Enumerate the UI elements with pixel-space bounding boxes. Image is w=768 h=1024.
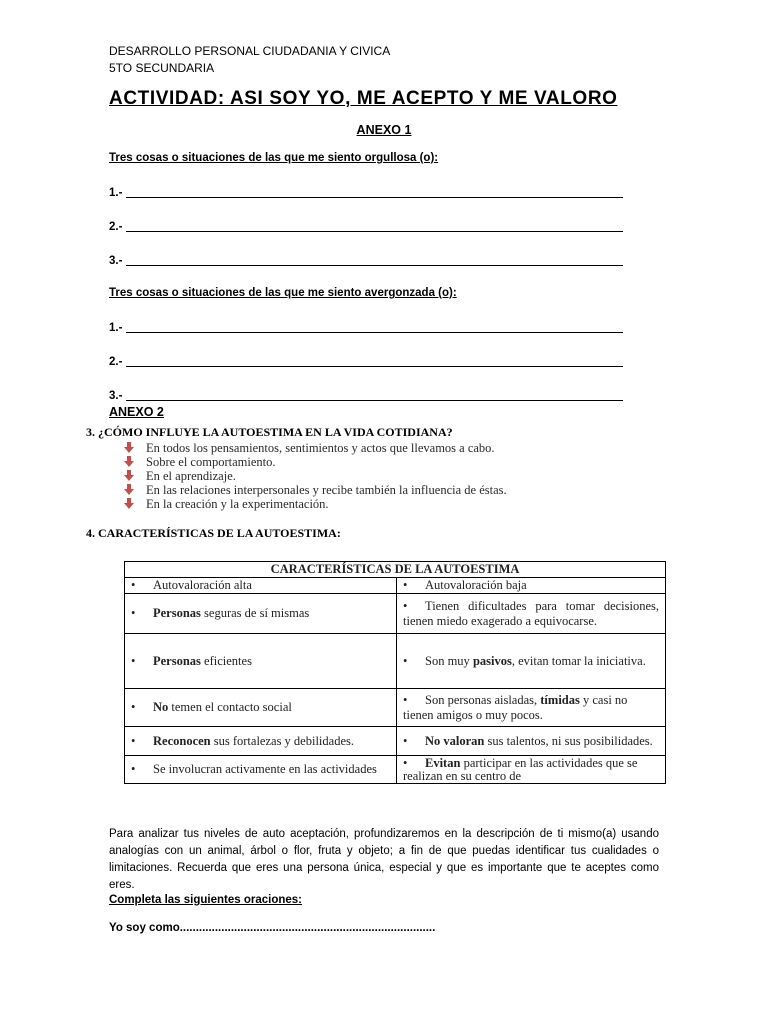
col-high-label: Autovaloración alta [153, 578, 252, 592]
cell-bold: Personas [153, 606, 201, 620]
proud-line-2[interactable] [109, 219, 623, 233]
table-cell-low: • Tienen dificultades para tomar decisiones, tienen miedo exagerado a equivocarse. [397, 594, 666, 634]
self-esteem-table [124, 561, 666, 784]
arrow-down-icon [124, 456, 134, 468]
table-row [125, 756, 666, 784]
list-item-text: En las relaciones interpersonales y recibe también la influencia de éstas. [146, 482, 507, 497]
cell-text: sus fortalezas y debilidades. [210, 734, 354, 748]
table-row [125, 594, 666, 634]
answer-blank[interactable] [126, 231, 623, 232]
line-number: 3.- [109, 390, 123, 402]
table-cell-high: • Reconocen sus fortalezas y debilidades. [125, 727, 397, 756]
table-cell-high: • No temen el contacto social [125, 689, 397, 727]
arrow-down-icon [124, 442, 134, 454]
answer-blank[interactable] [126, 265, 623, 266]
cell-bold: Personas [153, 653, 201, 668]
cell-bold: Reconocen [153, 734, 211, 748]
grade-label: 5TO SECUNDARIA [109, 61, 215, 75]
ashamed-prompt: Tres cosas o situaciones de las que me siento avergonzada (o): [109, 287, 457, 299]
yo-soy-como-line[interactable]: Yo soy como................................................................................ [109, 922, 436, 934]
line-number: 2.- [109, 221, 123, 233]
list-item-text: Sobre el comportamiento. [146, 454, 276, 469]
cell-text: seguras de sí mismas [200, 606, 310, 620]
table-row [125, 634, 666, 689]
table-cell-low: • Son muy pasivos, evitan tomar la iniciativa. [397, 634, 666, 689]
cell-bold: tímidas [540, 692, 580, 707]
list-item-text: En la creación y la experimentación. [146, 496, 329, 511]
cell-text: Son muy [425, 653, 473, 668]
cell-bold: No [153, 700, 169, 714]
line-number: 1.- [109, 187, 123, 199]
line-number: 1.- [109, 322, 123, 334]
arrow-down-icon [124, 498, 134, 510]
cell-text: eficientes [200, 653, 252, 668]
list-item [124, 483, 507, 497]
cell-text: temen el contacto social [168, 700, 292, 714]
course-name: DESARROLLO PERSONAL CIUDADANIA Y CIVICA [109, 44, 391, 58]
cell-text: Tienen dificultades para tomar decisiones, tienen miedo exagerado a equivocarse. [403, 598, 660, 628]
table-cell-low: • No valoran sus talentos, ni sus posibilidades. [397, 727, 666, 756]
instructions-paragraph: Para analizar tus niveles de auto aceptación, profundizaremos en la descripción de ti mismo(a) usando analogías con un animal, árbol o flor, fruta y objeto; a fin de que puedas identificar tus cualidades o limitaciones. Recuerda que eres una persona única, especial y que es importante que te aceptes como eres. [109, 828, 659, 891]
table-cell-high: • Personas seguras de sí mismas [125, 594, 397, 634]
list-item-text: En el aprendizaje. [146, 468, 236, 483]
answer-blank[interactable] [126, 197, 623, 198]
table-cell-low: • Evitan participar en las actividades que se realizan en su centro de [397, 756, 666, 784]
cell-bold: No valoran [425, 734, 485, 748]
table-cell-high: • Se involucran activamente en las actividades [125, 756, 397, 784]
annex-2-label: ANEXO 2 [109, 405, 164, 419]
table-cell-high: • Personas eficientes [125, 634, 397, 689]
table-col-low: • Autovaloración baja [397, 578, 666, 594]
list-item [124, 455, 275, 469]
cell-text: y casi no tienen amigos o muy pocos. [403, 692, 628, 722]
proud-line-1[interactable] [109, 185, 623, 199]
arrow-down-icon [124, 470, 134, 482]
complete-sentences-label: Completa las siguientes oraciones: [109, 894, 303, 906]
list-item [124, 497, 329, 511]
ashamed-line-2[interactable] [109, 354, 623, 368]
answer-blank[interactable] [126, 332, 623, 333]
proud-prompt: Tres cosas o situaciones de las que me siento orgullosa (o): [109, 152, 439, 164]
cell-text: Son personas aisladas, [425, 692, 541, 707]
section-4-title: 4. CARACTERÍSTICAS DE LA AUTOESTIMA: [86, 526, 341, 540]
cell-text: Se involucran activamente en las actividades [153, 762, 377, 776]
col-low-label: Autovaloración baja [425, 578, 527, 592]
cell-bold: Evitan [425, 755, 461, 770]
cell-bold: pasivos [472, 653, 512, 668]
annex-1-label: ANEXO 1 [356, 123, 412, 137]
ashamed-line-1[interactable] [109, 320, 623, 334]
line-number: 2.- [109, 356, 123, 368]
section-3-title: 3. ¿CÓMO INFLUYE LA AUTOESTIMA EN LA VIDA COTIDIANA? [86, 425, 453, 439]
list-item [124, 469, 236, 483]
table-header: CARACTERÍSTICAS DE LA AUTOESTIMA [125, 562, 666, 578]
cell-text: participar en las actividades que se realizan en su centro de [403, 755, 638, 783]
list-item-text: En todos los pensamientos, sentimientos y actos que llevamos a cabo. [146, 440, 495, 455]
answer-blank[interactable] [126, 400, 623, 401]
cell-text: sus talentos, ni sus posibilidades. [484, 734, 653, 748]
table-col-high: • Autovaloración alta [125, 578, 397, 594]
line-number: 3.- [109, 255, 123, 267]
proud-line-3[interactable] [109, 253, 623, 267]
table-row [125, 689, 666, 727]
list-item [124, 441, 495, 455]
table-cell-low: • Son personas aisladas, tímidas y casi no tienen amigos o muy pocos. [397, 689, 666, 727]
ashamed-line-3[interactable] [109, 388, 623, 402]
page-title: ACTIVIDAD: ASI SOY YO, ME ACEPTO Y ME VALORO [109, 88, 618, 109]
arrow-down-icon [124, 484, 134, 496]
answer-blank[interactable] [126, 366, 623, 367]
cell-text: , evitan tomar la iniciativa. [511, 653, 646, 668]
table-row [125, 727, 666, 756]
